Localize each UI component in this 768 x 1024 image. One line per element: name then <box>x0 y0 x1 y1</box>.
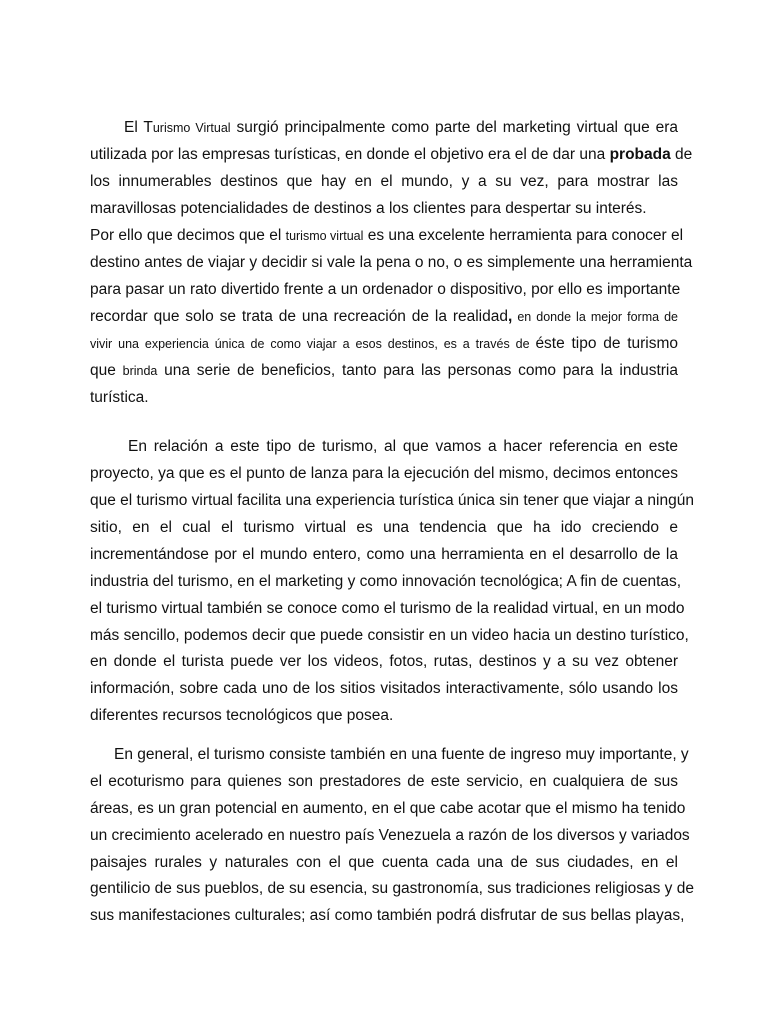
text-segment: más sencillo, podemos decir que puede consistir en un video hacia un destino turístico, <box>90 627 689 644</box>
paragraph-2-line-1 <box>90 227 684 245</box>
text-segment: el ecoturismo para quienes son prestadores de este servicio, en cualquiera de sus <box>90 773 678 790</box>
text-segment: Por ello que decimos que el <box>90 227 286 244</box>
paragraph-2-line-6 <box>90 362 678 380</box>
paragraph-3-line-4 <box>90 519 678 537</box>
text-segment: que <box>90 362 123 379</box>
text-segment: un crecimiento acelerado en nuestro país Venezuela a razón de los diversos y variados <box>90 827 690 844</box>
text-segment: es una excelente herramienta para conocer el <box>363 227 684 244</box>
text-segment: gentilicio de sus pueblos, de su esencia, su gastronomía, sus tradiciones religiosas y de <box>90 880 694 897</box>
text-segment: recordar que solo se trata de una recreación de la realidad <box>90 308 508 325</box>
text-segment: proyecto, ya que es el punto de lanza para la ejecución del mismo, decimos entonces <box>90 465 678 482</box>
paragraph-1-line-2 <box>90 146 693 164</box>
text-segment: vivir una experiencia única de como viajar a esos destinos, es a través de <box>90 337 536 351</box>
paragraph-4-line-5 <box>90 854 678 872</box>
text-segment: el turismo virtual también se conoce como el turismo de la realidad virtual, en un modo <box>90 600 685 617</box>
paragraph-2-line-7 <box>90 389 678 407</box>
text-segment: El T <box>124 119 153 136</box>
text-segment: los innumerables destinos que hay en el mundo, y a su vez, para mostrar las <box>90 173 678 190</box>
text-segment: de <box>670 146 693 163</box>
paragraph-2-line-5 <box>90 335 678 353</box>
text-segment: urismo Virtual <box>152 121 231 135</box>
text-segment: utilizada por las empresas turísticas, en donde el objetivo era el de dar una <box>90 146 610 163</box>
paragraph-4-line-1 <box>114 746 689 764</box>
text-segment: brinda <box>122 364 158 378</box>
text-segment: , <box>507 308 513 325</box>
paragraph-3-line-10 <box>90 680 678 698</box>
paragraph-4-line-2 <box>90 773 678 791</box>
paragraph-3-line-11 <box>90 707 678 725</box>
text-segment: En general, el turismo consiste también en una fuente de ingreso muy importante, y <box>114 746 689 763</box>
text-segment: para pasar un rato divertido frente a un ordenador o dispositivo, por ello es importante <box>90 281 681 298</box>
paragraph-4-line-4 <box>90 827 690 845</box>
text-segment: sus manifestaciones culturales; así como también podrá disfrutar de sus bellas playas, <box>90 907 685 924</box>
text-segment: diferentes recursos tecnológicos que posea. <box>90 707 394 724</box>
text-segment: probada <box>609 146 671 163</box>
paragraph-3-line-6 <box>90 573 682 591</box>
text-segment: éste tipo de turismo <box>535 335 679 352</box>
text-segment: paisajes rurales y naturales con el que cuenta cada una de sus ciudades, en el <box>90 854 678 871</box>
paragraph-2-line-2 <box>90 254 693 272</box>
text-segment: industria del turismo, en el marketing y como innovación tecnológica; A fin de cuentas, <box>90 573 682 590</box>
text-segment: en donde la mejor forma de <box>512 310 678 324</box>
paragraph-3-line-7 <box>90 600 685 618</box>
paragraph-1-line-3 <box>90 173 678 191</box>
text-segment: áreas, es un gran potencial en aumento, en el que cabe acotar que el mismo ha tenido <box>90 800 686 817</box>
text-segment: surgió principalmente como parte del marketing virtual que era <box>230 119 679 136</box>
paragraph-1-line-4 <box>90 200 678 218</box>
paragraph-3-line-1 <box>128 438 678 456</box>
text-segment: incrementándose por el mundo entero, como una herramienta en el desarrollo de la <box>90 546 678 563</box>
text-segment: destino antes de viajar y decidir si vale la pena o no, o es simplemente una herramienta <box>90 254 693 271</box>
text-segment: maravillosas potencialidades de destinos a los clientes para despertar su interés. <box>90 200 647 217</box>
paragraph-4-line-7 <box>90 907 685 925</box>
text-segment: que el turismo virtual facilita una experiencia turística única sin tener que viajar a ningún <box>90 492 694 509</box>
paragraph-3-line-8 <box>90 627 689 645</box>
paragraph-4-line-3 <box>90 800 686 818</box>
text-segment: una serie de beneficios, tanto para las personas como para la industria <box>157 362 678 379</box>
paragraph-2-line-3 <box>90 281 681 299</box>
text-segment: en donde el turista puede ver los videos, fotos, rutas, destinos y a su vez obtener <box>90 653 678 670</box>
text-segment: turística. <box>90 389 149 406</box>
paragraph-3-line-5 <box>90 546 678 564</box>
paragraph-2-line-4 <box>90 308 678 326</box>
paragraph-4-line-6 <box>90 880 694 898</box>
paragraph-3-line-2 <box>90 465 678 483</box>
text-segment: información, sobre cada uno de los sitios visitados interactivamente, sólo usando los <box>90 680 678 697</box>
paragraph-3-line-3 <box>90 492 694 510</box>
text-segment: turismo virtual <box>285 229 364 243</box>
paragraph-3-line-9 <box>90 653 678 671</box>
text-segment: En relación a este tipo de turismo, al que vamos a hacer referencia en este <box>128 438 678 455</box>
paragraph-1-line-1 <box>124 119 678 137</box>
text-segment: sitio, en el cual el turismo virtual es una tendencia que ha ido creciendo e <box>90 519 678 536</box>
